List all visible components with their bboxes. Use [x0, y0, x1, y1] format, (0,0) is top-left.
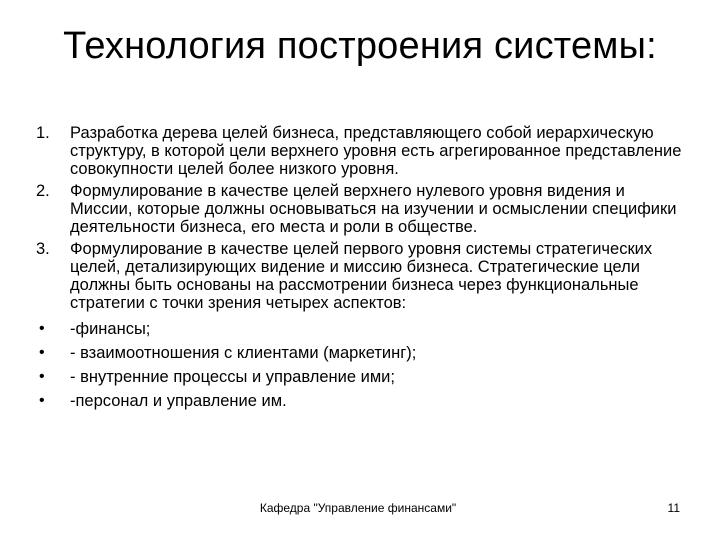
bullet-icon: •: [39, 320, 45, 337]
list-marker: 2.: [36, 182, 50, 200]
footer-department: Кафедра "Управление финансами": [259, 501, 457, 515]
list-item: [36, 240, 686, 312]
page-number: 11: [667, 501, 680, 515]
list-item-text: Формулирование в качестве целей первого уровня системы стратегических целей, детализирующих видение и миссию бизнеса. Стратегические цели должны быть основаны на рассмотрении бизнеса через функциональные стратегии с точки зрения четырех аспектов:: [70, 240, 653, 312]
list-item: [36, 320, 686, 338]
bullet-icon: •: [39, 368, 45, 385]
bullet-icon: •: [39, 344, 45, 361]
bullet-icon: •: [39, 392, 45, 409]
slide-content: [36, 124, 686, 416]
list-item-text: - внутренние процессы и управление ими;: [70, 368, 395, 386]
list-item-text: - взаимоотношения с клиентами (маркетинг);: [70, 344, 417, 362]
list-item-text: -персонал и управление им.: [70, 392, 287, 410]
list-item: [36, 182, 686, 236]
list-item: [36, 344, 686, 362]
list-item: [36, 124, 686, 178]
list-item: [36, 368, 686, 386]
list-item-text: Формулирование в качестве целей верхнего нулевого уровня видения и Миссии, которые должны основываться на изучении и осмыслении специфики деятельности бизнеса, его места и роли в обществе.: [70, 182, 677, 236]
list-marker: 3.: [36, 240, 50, 258]
list-marker: 1.: [36, 124, 50, 142]
list-item: [36, 392, 686, 410]
slide-title: Технология построения системы:: [63, 25, 657, 67]
list-item-text: Разработка дерева целей бизнеса, представляющего собой иерархическую структуру, в которой цели верхнего уровня есть агрегированное представление совокупности целей более низкого уровня.: [70, 124, 682, 178]
list-item-text: -финансы;: [70, 320, 151, 338]
